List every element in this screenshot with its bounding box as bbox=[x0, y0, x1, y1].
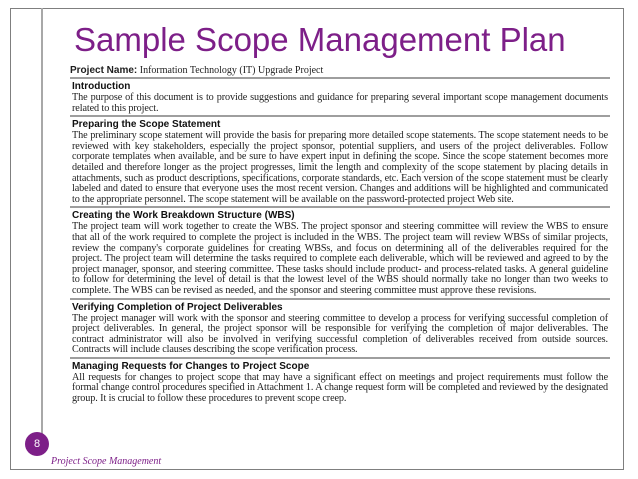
footer-text: Project Scope Management bbox=[51, 456, 162, 467]
section-body: The project manager will work with the sponsor and steering committee to develop a process for verifying successful completion of project deliverables. In general, the project sponsor will be responsible for verifying the completion of major deliverables. The contract administrator will also be involved in verifying successful completion of deliverables received from outside sources. Contracts will include clauses describing the scope verification process. bbox=[72, 312, 608, 356]
project-name-line bbox=[70, 65, 610, 77]
section-heading: Verifying Completion of Project Deliverables bbox=[72, 301, 283, 313]
section-preparing-scope-statement bbox=[70, 115, 610, 206]
section-body: The purpose of this document is to provide suggestions and guidance for preparing several important scope management documents related to this project. bbox=[72, 92, 608, 114]
section-body: The preliminary scope statement will provide the basis for preparing more detailed scope statements. The scope statement needs to be reviewed with key stakeholders, especially the project sponsor, potential suppliers, and users of the project deliverables. Follow corporate templates when available, and be sure to have expert input in defining the scope. Since the scope statement becomes more detailed and therefore longer as the project progresses, limit the length and complexity of the scope statement by placing details in attachments, such as product descriptions, specifications, corporate standards, etc. Each version of the scope statement must be clearly labeled and dated to ensure that everyone uses the most recent version. Changes and additions will be highlighted and communicated to the appropriate personnel. The scope statement will be available on the password-protected project Web site. bbox=[72, 130, 608, 205]
project-name-label: Project Name: bbox=[70, 65, 138, 76]
page-number-badge: 8 bbox=[25, 432, 49, 456]
section-creating-wbs bbox=[70, 206, 610, 297]
section-body: The project team will work together to create the WBS. The project sponsor and steering committee will review the WBS to ensure that all of the work required to complete the project is included in the WBS. The project team will review WBSs of similar projects, review the company's corporate guidelines for creating WBSs, and focus on determining all of the deliverables required for the project. The project team will determine the tasks required to complete each deliverable, which will be reviewed and agreed to by the project manager, sponsor, and steering committee. These tasks should include product- and process-related tasks. A general guideline to follow for determining the level of detail is that the lowest level of the WBS should normally take no longer than two weeks to complete. The WBS can be revised as needed, and the sponsor and steering committee must approve these revisions. bbox=[72, 221, 608, 296]
left-divider bbox=[41, 8, 43, 448]
section-heading: Managing Requests for Changes to Project Scope bbox=[72, 360, 310, 372]
section-introduction bbox=[70, 77, 610, 115]
section-body: All requests for changes to project scope that may have a significant effect on meetings and project requirements must follow the formal change control procedures specified in Attachment 1. A change request form will be completed and reviewed by the designated group. It is crucial to follow these procedures to prevent scope creep. bbox=[72, 371, 608, 405]
section-verifying-completion bbox=[70, 298, 610, 357]
scope-plan-document bbox=[70, 65, 610, 470]
section-heading: Introduction bbox=[72, 81, 131, 92]
section-heading: Creating the Work Breakdown Structure (WBS) bbox=[72, 210, 295, 222]
project-name-value: Information Technology (IT) Upgrade Project bbox=[139, 65, 324, 76]
section-managing-change-requests bbox=[70, 357, 610, 406]
section-heading: Preparing the Scope Statement bbox=[72, 119, 221, 131]
slide-title: Sample Scope Management Plan bbox=[74, 21, 566, 58]
